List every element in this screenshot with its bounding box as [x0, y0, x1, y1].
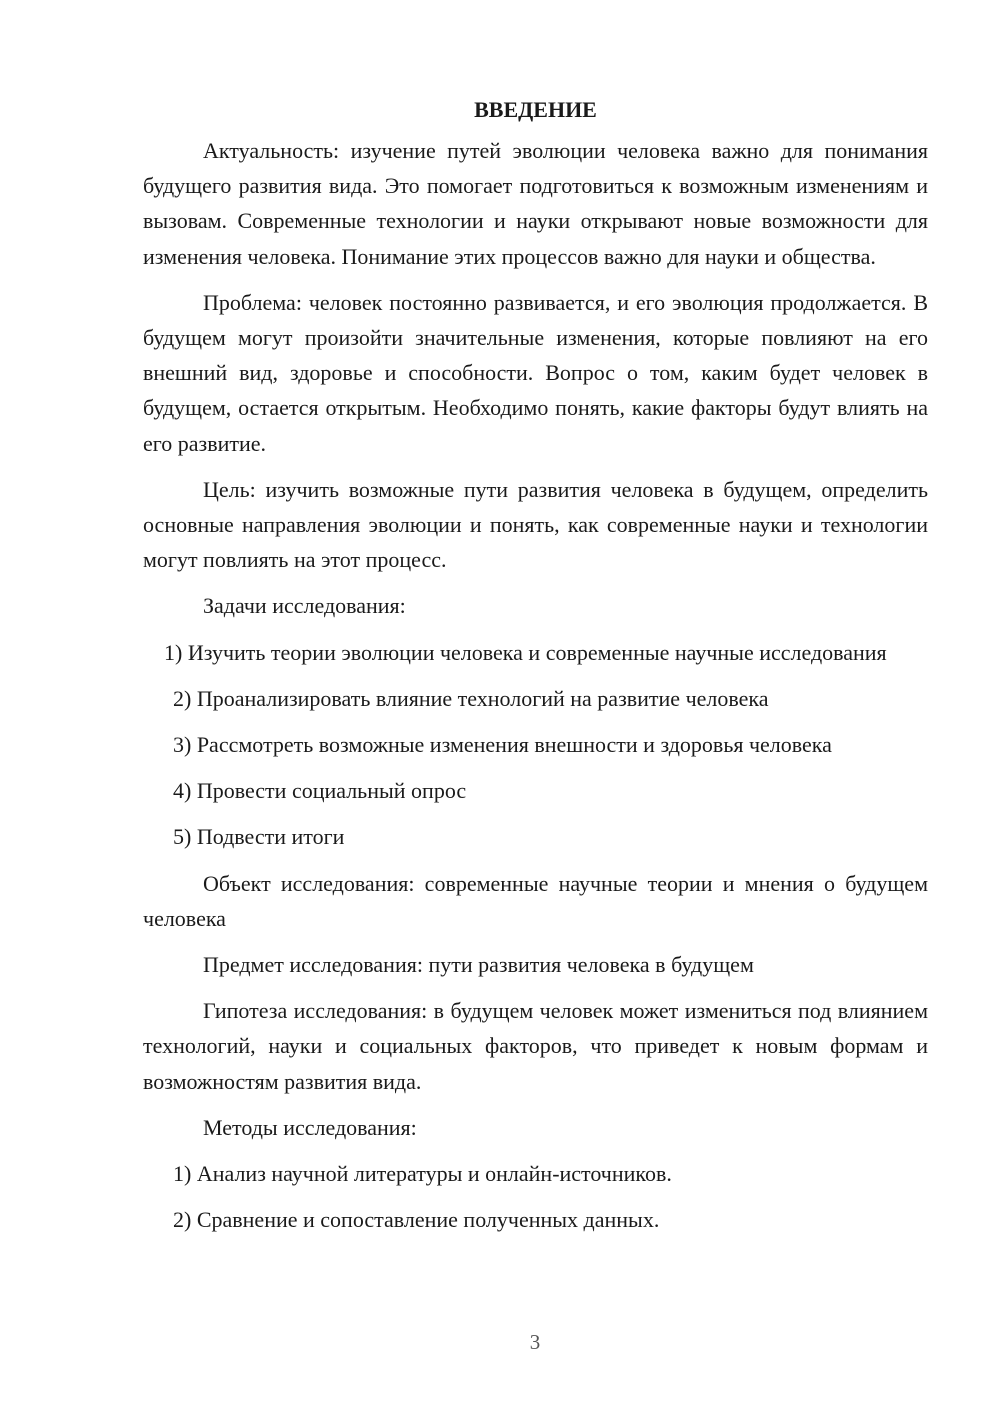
- hypothesis-paragraph: Гипотеза исследования: в будущем человек может измениться под влиянием технологий, науки и социальных факторов, что приведет к новым формам и возможностям развития вида.: [143, 998, 928, 1094]
- task-item-2: 2) Проанализировать влияние технологий на развитие человека: [173, 685, 769, 711]
- actuality-paragraph: Актуальность: изучение путей эволюции человека важно для понимания будущего развития вида. Это помогает подготовиться к возможным изменениям и вызовам. Современные технологии и науки открывают новые возможности для изменения человека. Понимание этих процессов важно для науки и общества.: [143, 138, 928, 269]
- method-item-1: 1) Анализ научной литературы и онлайн-источников.: [173, 1161, 672, 1187]
- problem-paragraph: Проблема: человек постоянно развивается, и его эволюция продолжается. В будущем могут произойти значительные изменения, которые повлияют на его внешний вид, здоровье и способности. Вопрос о том, каким будет человек в будущем, остается открытым. Необходимо понять, какие факторы будут влиять на его развитие.: [143, 289, 928, 456]
- task-item-1: 1) Изучить теории эволюции человека и современные научные исследования: [164, 639, 887, 665]
- task-item-4: 4) Провести социальный опрос: [173, 778, 467, 804]
- tasks-label: Задачи исследования:: [203, 593, 406, 619]
- object-paragraph: Объект исследования: современные научные теории и мнения о будущем человека: [143, 870, 928, 931]
- task-item-5: 5) Подвести итоги: [173, 824, 345, 850]
- subject-paragraph: Предмет исследования: пути развития человека в будущем: [203, 952, 754, 978]
- goal-paragraph: Цель: изучить возможные пути развития человека в будущем, определить основные направления эволюции и понять, как современные науки и технологии могут повлиять на этот процесс.: [143, 476, 928, 573]
- page-body: [143, 96, 928, 1248]
- task-item-3: 3) Рассмотреть возможные изменения внешности и здоровья человека: [173, 732, 832, 758]
- section-heading: ВВЕДЕНИЕ: [474, 97, 597, 122]
- methods-label: Методы исследования:: [203, 1114, 417, 1140]
- page-number: 3: [529, 1330, 541, 1354]
- method-item-2: 2) Сравнение и сопоставление полученных данных.: [173, 1207, 660, 1233]
